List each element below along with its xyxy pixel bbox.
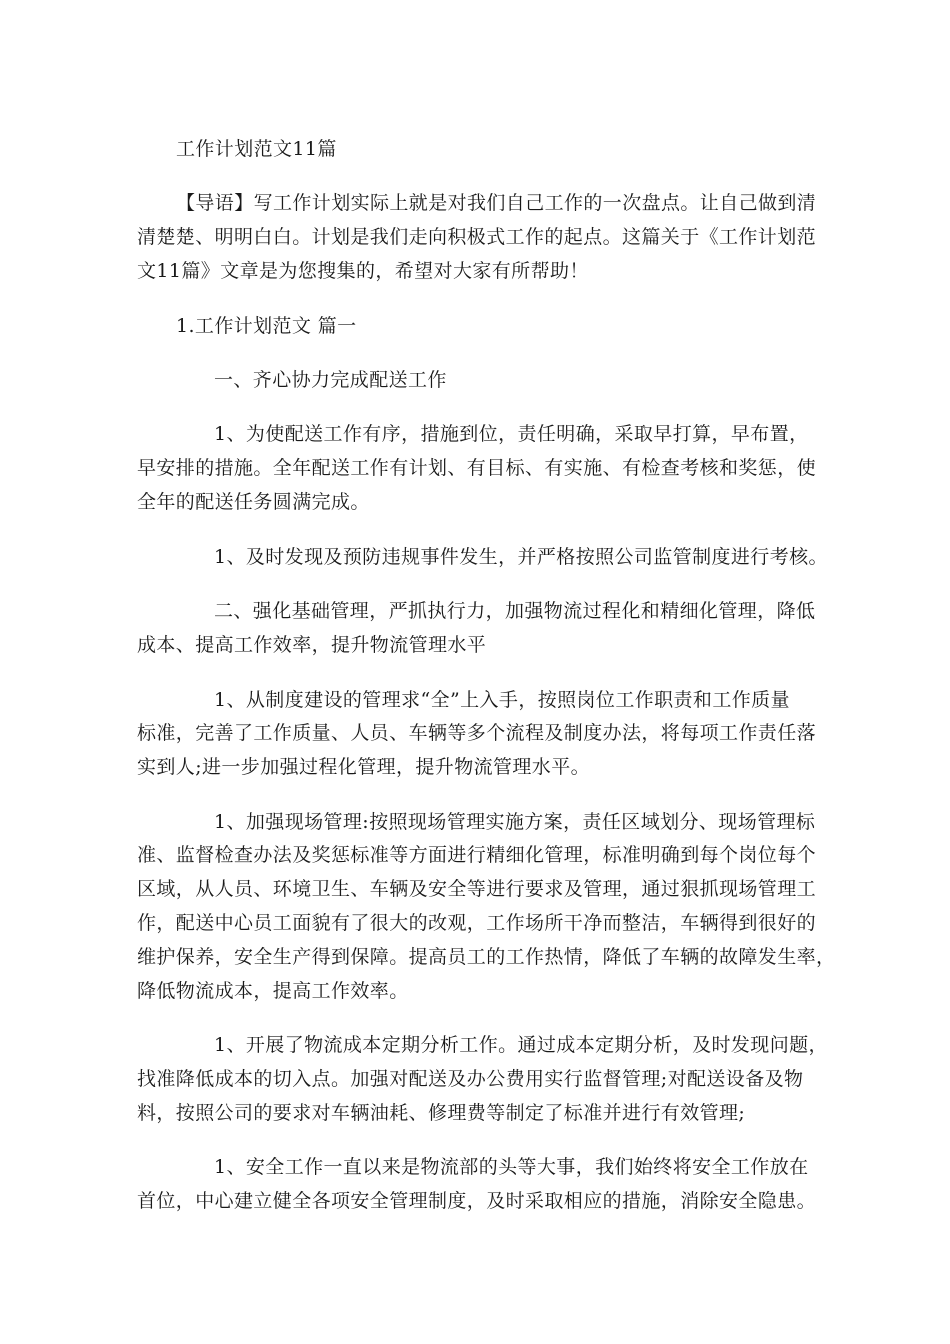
document-title: 工作计划范文11篇 bbox=[176, 138, 337, 160]
paragraph-line: 降低物流成本，提高工作效率。 bbox=[137, 980, 409, 1002]
paragraph-line: 维护保养，安全生产得到保障。提高员工的工作热情，降低了车辆的故障发生率， bbox=[137, 946, 836, 968]
intro-line: 文11篇》文章是为您搜集的，希望对大家有所帮助！ bbox=[137, 260, 589, 282]
paragraph-line: 1、安全工作一直以来是物流部的头等大事，我们始终将安全工作放在 bbox=[214, 1156, 809, 1178]
paragraph-line: 区域，从人员、环境卫生、车辆及安全等进行要求及管理，通过狠抓现场管理工 bbox=[137, 878, 817, 900]
subheading: 一、齐心协力完成配送工作 bbox=[214, 369, 447, 391]
paragraph-line: 早安排的措施。全年配送工作有计划、有目标、有实施、有检查考核和奖惩，使 bbox=[137, 457, 817, 479]
intro-line: 清楚楚、明明白白。计划是我们走向积极式工作的起点。这篇关于《工作计划范 bbox=[137, 226, 817, 248]
paragraph-line: 1、从制度建设的管理求“全”上入手，按照岗位工作职责和工作质量 bbox=[214, 689, 790, 711]
paragraph-line: 1、加强现场管理:按照现场管理实施方案，责任区域划分、现场管理标 bbox=[214, 811, 816, 833]
intro-line: 【导语】写工作计划实际上就是对我们自己工作的一次盘点。让自己做到清 bbox=[176, 192, 817, 214]
section-heading: 1.工作计划范文 篇一 bbox=[176, 315, 357, 337]
paragraph-line: 1、开展了物流成本定期分析工作。通过成本定期分析，及时发现问题， bbox=[214, 1034, 828, 1056]
paragraph-line: 全年的配送任务圆满完成。 bbox=[137, 491, 370, 513]
subheading: 二、强化基础管理，严抓执行力，加强物流过程化和精细化管理，降低 bbox=[214, 600, 816, 622]
paragraph-line: 实到人;进一步加强过程化管理，提升物流管理水平。 bbox=[137, 756, 591, 778]
paragraph-line: 标准，完善了工作质量、人员、车辆等多个流程及制度办法，将每项工作责任落 bbox=[137, 722, 817, 744]
paragraph-line: 1、及时发现及预防违规事件发生，并严格按照公司监管制度进行考核。 bbox=[214, 546, 828, 568]
subheading: 成本、提高工作效率，提升物流管理水平 bbox=[137, 634, 487, 656]
paragraph-line: 1、为使配送工作有序，措施到位，责任明确，采取早打算，早布置， bbox=[214, 423, 809, 445]
paragraph-line: 料，按照公司的要求对车辆油耗、修理费等制定了标准并进行有效管理; bbox=[137, 1102, 746, 1124]
paragraph-line: 作，配送中心员工面貌有了很大的改观，工作场所干净而整洁，车辆得到很好的 bbox=[137, 912, 817, 934]
paragraph-line: 找准降低成本的切入点。加强对配送及办公费用实行监督管理;对配送设备及物 bbox=[137, 1068, 804, 1090]
paragraph-line: 准、监督检查办法及奖惩标准等方面进行精细化管理，标准明确到每个岗位每个 bbox=[137, 844, 817, 866]
paragraph-line: 首位，中心建立健全各项安全管理制度，及时采取相应的措施，消除安全隐患。 bbox=[137, 1190, 817, 1212]
